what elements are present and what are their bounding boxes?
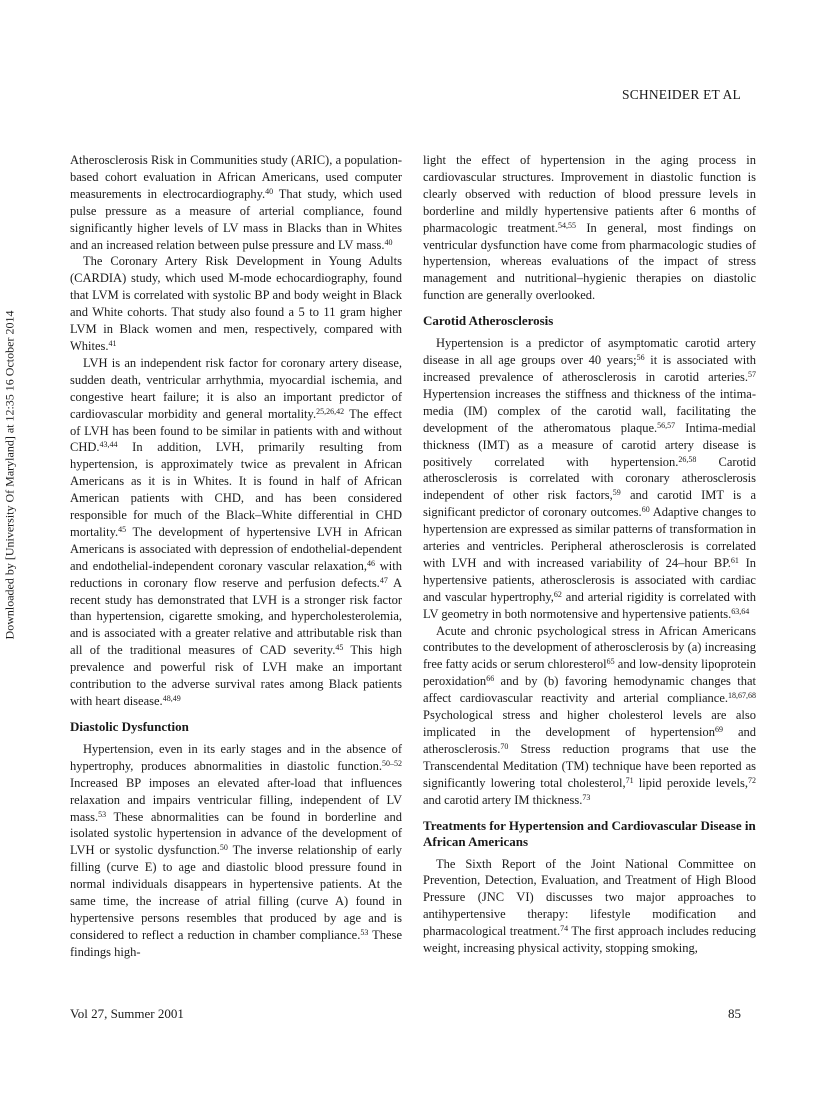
citation-superscript: 25,26,42	[316, 406, 345, 416]
citation-superscript: 59	[612, 488, 621, 498]
citation-superscript: 53	[98, 809, 107, 819]
citation-superscript: 62	[553, 589, 562, 599]
citation-superscript: 56,57	[657, 420, 676, 430]
section-heading-carotid: Carotid Atherosclerosis	[423, 313, 554, 329]
page-number: 85	[728, 1006, 741, 1021]
citation-superscript: 47	[379, 575, 388, 585]
paragraph: LVH is an independent risk factor for coronary artery disease, sudden death, ventricular arrhythmia, myocardial ischemia, and congestive heart failure; it is also an important predictor of cardiovascular morbidity and general mortality.$^{25,26,42}$ The effect of LVH has been found to be similar in patients with and without CHD.$^{43,44}$ In addition, LVH, primarily resulting from hypertension, is approximately twice as prevalent in African Americans as it is in Whites. It is found in half of African American patients with CHD, and has been considered responsible for much of the Black–White differential in CHD mortality.$^{45}$ The development of hypertensive LVH in African Americans is associated with depression of endothelial-dependent and endothelial-independent coronary vascular relaxation,$^{46}$ with reductions in coronary flow reserve and perfusion defects.$^{47}$ A recent study has demonstrated that LVH is a stronger risk factor than hypertension, cigarette smoking, and hypercholesterolemia, and is associated with a greater relative and attributable risk than all of the traditional measures of CAD severity.$^{45}$ This high prevalence and powerful risk of LVH make an important contribution to the adverse survival rates among Black patients with heart disease.$^{48,49}$	[70, 355, 402, 708]
citation-superscript: 72	[748, 775, 757, 785]
paragraph: Hypertension, even in its early stages and in the absence of hypertrophy, produces abnormalities in diastolic function.$^{50-52}$ Increased BP imposes an elevated after-load that influences relaxation and impairs ventricular filling, independent of LV mass.$^{53}$ These abnormalities can be found in borderline and isolated systolic hypertension in advance of the development of LVH or systolic dysfunction.$^{50}$ The inverse relationship of early filling (curve E) to age and diastolic blood pressure found in normal individuals disappears in hypertensive patients. At the same time, the increase of atrial filling (curve A) found in hypertensive persons resembles that produced by age and is considered to reflect a reduction in chamber compliance.$^{53}$ These findings high-	[70, 741, 403, 959]
citation-superscript: 65	[606, 657, 615, 667]
citation-superscript: 45	[118, 524, 127, 534]
running-head: SCHNEIDER ET AL	[621, 87, 741, 102]
citation-superscript: 18,67,68	[728, 691, 756, 701]
download-note: Downloaded by [University Of Maryland] at 12:35 16 October 2014	[2, 310, 17, 640]
citation-superscript: 54,55	[557, 220, 576, 230]
citation-superscript: 40	[384, 237, 393, 247]
citation-superscript: 53	[360, 927, 369, 937]
citation-superscript: 66	[486, 674, 495, 684]
citation-superscript: 63,64	[731, 606, 750, 616]
paragraph: Hypertension is a predictor of asymptomatic carotid artery disease in all age groups over 40 years;$^{56}$ it is associated with increased prevalence of atherosclerosis in carotid arteries.$^{57}$ Hypertension increases the stiffness and thickness of the intima-media (IM) complex of the carotid wall, facilitating the development of the atheromatous plaque.$^{56,57}$ Intima-medial thickness (IMT) as a measure of carotid artery disease is positively correlated with hypertension.$^{26,58}$ Carotid atherosclerosis is correlated with coronary atherosclerosis independent of other risk factors,$^{59}$ and carotid IMT is a significant predictor of coronary outcomes.$^{60}$ Adaptive changes to hypertension are expressed as similar patterns of transformation in arteries and ventricles. Peripheral atherosclerosis is correlated with LVH and with increased variability of 24–hour BP.$^{61}$ In hypertensive patients, atherosclerosis is associated with cardiac and vascular hypertrophy,$^{62}$ and arterial rigidity is correlated with LV geometry in both normotensive and hypertensive patients.$^{63,64}$	[423, 336, 756, 621]
section-heading-diastolic: Diastolic Dysfunction	[70, 718, 189, 734]
citation-superscript: 41	[108, 338, 117, 348]
citation-superscript: 56	[636, 353, 645, 363]
citation-superscript: 69	[715, 725, 723, 734]
citation-superscript: 57	[748, 369, 756, 379]
download-watermark	[2, 175, 18, 775]
citation-superscript: 26,58	[678, 454, 697, 464]
citation-superscript: 71	[625, 775, 634, 785]
right-column	[423, 152, 756, 957]
paragraph: Acute and chronic psychological stress in African Americans contributes to the development of atherosclerosis by (a) increasing free fatty acids or serum chloresterol$^{65}$ and low-density lipoprotein peroxidation$^{66}$ and by (b) favoring hemodynamic changes that affect cardiovascular reactivity and arterial compliance.$^{18,67,68}$ Psychological stress and higher cholesterol levels are also implicated in the development of hypertension$^{69}$ and atherosclerosis.$^{70}$ Stress reduction programs that use the Transcendental Meditation (TM) technique have been reported as significantly lowering total cholesterol,$^{71}$ lipid peroxide levels,$^{72}$ and carotid artery IM thickness.$^{73}$	[423, 623, 757, 807]
citation-superscript: 43,44	[99, 440, 118, 450]
citation-superscript: 60	[641, 505, 650, 515]
citation-superscript: 50	[219, 843, 228, 853]
paragraph: light the effect of hypertension in the aging process in cardiovascular structures. Improvement in diastolic function is clearly observed with reduction of blood pressure levels in borderline and mildly hypertensive patients after 6 months of pharmacologic treatment.$^{54,55}$ In general, most findings on ventricular dysfunction have come from pharmacologic studies of hypertension, whereas evaluations of the impact of stress management and nutritional–hygienic therapies on diastolic function are generally overlooked.	[423, 153, 756, 303]
paragraph: Atherosclerosis Risk in Communities study (ARIC), a population-based cohort evaluation in African Americans, used computer measurements in electrocardiography.$^{40}$ That study, which used pulse pressure as a measure of arterial compliance, found significantly higher levels of LV mass in Blacks than in Whites and an increased relation between pulse pressure and LV mass.$^{40}$	[70, 153, 402, 252]
footer-volume: Vol 27, Summer 2001	[70, 1006, 184, 1021]
paragraph: The Sixth Report of the Joint National Committee on Prevention, Detection, Evaluation, and Treatment of High Blood Pressure (JNC VI) discusses two major approaches to antihypertensive therapy: lifestyle modification and pharmacological treatment.$^{74}$ The first approach includes reducing weight, increasing physical activity, stopping smoking,	[423, 856, 756, 956]
citation-superscript: 40	[265, 186, 274, 196]
citation-superscript: 61	[730, 555, 739, 565]
citation-superscript: 50–52	[382, 758, 402, 768]
citation-superscript: 46	[367, 558, 376, 568]
paragraph: The Coronary Artery Risk Development in Young Adults (CARDIA) study, which used M-mode echocardiography, found that LVM is correlated with systolic BP and body weight in Black and White cohorts. That study also found a 5 to 11 gram higher LVM in Black women and men, respectively, compared with Whites.$^{41}$	[70, 254, 402, 353]
citation-superscript: 45	[335, 643, 344, 653]
citation-superscript: 73	[582, 792, 591, 802]
citation-superscript: 74	[560, 924, 569, 934]
citation-superscript: 70	[500, 741, 509, 751]
left-column	[70, 152, 402, 961]
citation-superscript: 48,49	[162, 694, 181, 703]
section-heading-treatments: Treatments for Hypertension and Cardiovascular Disease in African Americans	[423, 817, 756, 849]
